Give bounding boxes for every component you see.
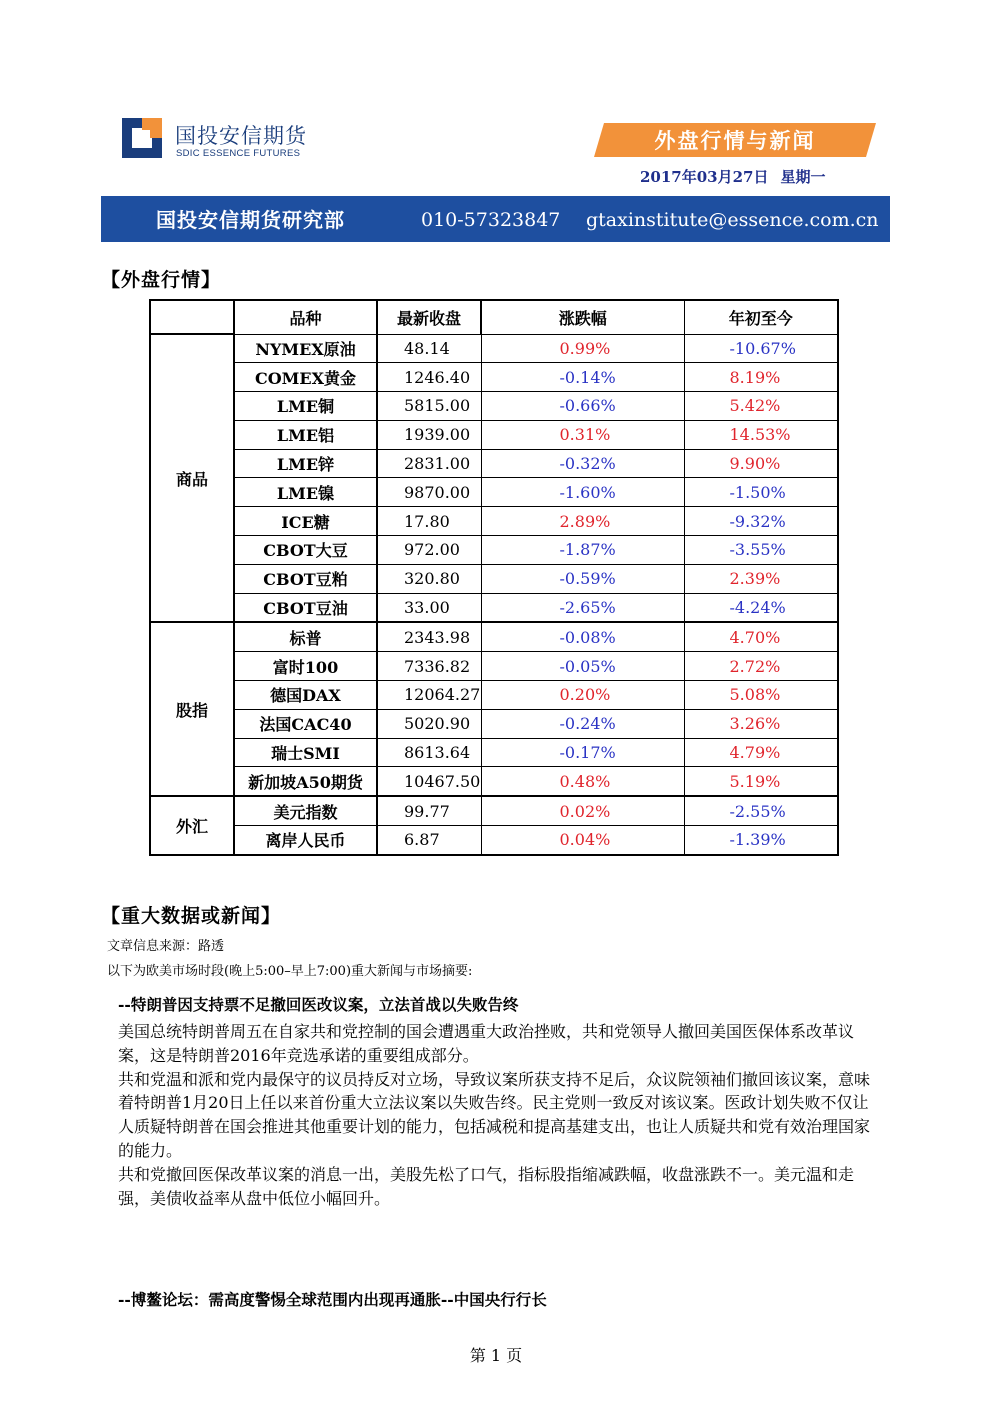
change-value: -0.14% — [481, 363, 684, 392]
table-row — [150, 593, 838, 622]
news-section-title: 【重大数据或新闻】 — [101, 905, 282, 927]
change-value: -0.66% — [481, 392, 684, 421]
change-value: 0.99% — [481, 334, 684, 363]
news-paragraph: 共和党撤回医保改革议案的消息一出，美股先松了口气，指标股指缩减跌幅，收盘涨跌不一。美元温和走强，美债收益率从盘中低位小幅回升。 — [118, 1164, 855, 1208]
ytd-value: 9.90% — [684, 449, 838, 478]
change-value: 0.31% — [481, 420, 684, 449]
news-paragraph: 美国总统特朗普周五在自家共和党控制的国会遭遇重大政治挫败，共和党领导人撤回美国医保体系改革议案，这是特朗普2016年竞选承诺的重要组成部分。 — [118, 1022, 855, 1065]
close-value: 99.77 — [377, 796, 481, 825]
product-name: LME锌 — [234, 449, 377, 478]
table-row — [150, 478, 838, 507]
market-table — [149, 299, 839, 856]
product-name: LME镍 — [234, 478, 377, 507]
report-date: 2017年03月27日 — [640, 168, 769, 186]
ytd-value: -1.39% — [684, 826, 838, 855]
table-row — [150, 449, 838, 478]
logo-text-en: SDIC ESSENCE FUTURES — [176, 148, 301, 159]
table-row — [150, 681, 838, 710]
header-close: 最新收盘 — [377, 300, 481, 334]
close-value: 17.80 — [377, 507, 481, 536]
close-value: 2343.98 — [377, 622, 481, 651]
ytd-value: 4.70% — [684, 622, 838, 651]
change-value: -1.87% — [481, 536, 684, 565]
change-value: -0.17% — [481, 738, 684, 767]
phone-number: 010-57323847 — [421, 209, 561, 231]
table-row — [150, 738, 838, 767]
logo-text-cn: 国投安信期货 — [175, 124, 307, 148]
table-row — [150, 767, 838, 796]
close-value: 33.00 — [377, 593, 481, 622]
product-name: 德国DAX — [234, 681, 377, 710]
ytd-value: -9.32% — [684, 507, 838, 536]
change-value: 0.20% — [481, 681, 684, 710]
ytd-value: 5.42% — [684, 392, 838, 421]
page-number: 第 1 页 — [469, 1346, 523, 1365]
close-value: 9870.00 — [377, 478, 481, 507]
product-name: 美元指数 — [234, 796, 377, 825]
product-name: NYMEX原油 — [234, 334, 377, 363]
table-row — [150, 622, 838, 651]
news-paragraph: 共和党温和派和党内最保守的议员持反对立场，导致议案所获支持不足后，众议院领袖们撤回该议案，意味着特朗普1月20日上任以来首份重大立法议案以失败告终。民主党则一致反对该议案。医政计划失败不仅让人质疑特朗普在国会推进其他重要计划的能力，包括减税和提高基建支出，也让人质疑共和党有效治理国家的能力。 — [118, 1069, 871, 1160]
close-value: 1939.00 — [377, 420, 481, 449]
close-value: 972.00 — [377, 536, 481, 565]
table-row — [150, 652, 838, 681]
header-product: 品种 — [234, 300, 377, 334]
ytd-value: 5.19% — [684, 767, 838, 796]
ytd-value: 2.72% — [684, 652, 838, 681]
close-value: 7336.82 — [377, 652, 481, 681]
header-ytd: 年初至今 — [684, 300, 838, 334]
close-value: 10467.50 — [377, 767, 481, 796]
change-value: -1.60% — [481, 478, 684, 507]
group-label: 外汇 — [150, 796, 234, 855]
change-value: -0.32% — [481, 449, 684, 478]
table-row — [150, 363, 838, 392]
department-name: 国投安信期货研究部 — [156, 208, 345, 232]
report-date-line — [640, 166, 826, 187]
close-value: 1246.40 — [377, 363, 481, 392]
close-value: 48.14 — [377, 334, 481, 363]
market-table-body — [150, 334, 838, 855]
close-value: 12064.27 — [377, 681, 481, 710]
change-value: -2.65% — [481, 593, 684, 622]
ytd-value: -2.55% — [684, 796, 838, 825]
header-change: 涨跌幅 — [481, 300, 684, 334]
group-label: 股指 — [150, 622, 234, 796]
ytd-value: -10.67% — [684, 334, 838, 363]
table-row — [150, 392, 838, 421]
ytd-value: -1.50% — [684, 478, 838, 507]
company-logo — [122, 118, 322, 162]
product-name: 新加坡A50期货 — [234, 767, 377, 796]
close-value: 2831.00 — [377, 449, 481, 478]
change-value: 0.02% — [481, 796, 684, 825]
product-name: CBOT大豆 — [234, 536, 377, 565]
report-banner — [594, 123, 876, 157]
table-row — [150, 796, 838, 825]
header-group-cell — [150, 300, 234, 334]
product-name: COMEX黄金 — [234, 363, 377, 392]
news-intro: 以下为欧美市场时段(晚上5:00–早上7:00)重大新闻与市场摘要: — [107, 964, 473, 979]
ytd-value: -4.24% — [684, 593, 838, 622]
change-value: -0.08% — [481, 622, 684, 651]
product-name: 瑞士SMI — [234, 738, 377, 767]
product-name: ICE糖 — [234, 507, 377, 536]
product-name: 标普 — [234, 622, 377, 651]
product-name: LME铜 — [234, 392, 377, 421]
product-name: 法国CAC40 — [234, 709, 377, 738]
table-header-row — [150, 300, 838, 334]
ytd-value: -3.55% — [684, 536, 838, 565]
email-address: gtaxinstitute@essence.com.cn — [586, 209, 879, 231]
ytd-value: 14.53% — [684, 420, 838, 449]
report-weekday: 星期一 — [780, 168, 826, 186]
close-value: 5020.90 — [377, 709, 481, 738]
market-section-title: 【外盘行情】 — [101, 269, 222, 291]
news-item-1-headline: --特朗普因支持票不足撤回医改议案，立法首战以失败告终 — [118, 995, 519, 1014]
change-value: -0.05% — [481, 652, 684, 681]
ytd-value: 2.39% — [684, 564, 838, 593]
product-name: CBOT豆油 — [234, 593, 377, 622]
news-source: 文章信息来源：路透 — [107, 939, 225, 954]
news-item-1-body — [118, 1020, 880, 1210]
close-value: 8613.64 — [377, 738, 481, 767]
close-value: 320.80 — [377, 564, 481, 593]
contact-bar — [101, 196, 890, 242]
change-value: -0.59% — [481, 564, 684, 593]
ytd-value: 4.79% — [684, 738, 838, 767]
table-row — [150, 507, 838, 536]
close-value: 6.87 — [377, 826, 481, 855]
ytd-value: 8.19% — [684, 363, 838, 392]
news-item-2-headline: --博鳌论坛：需高度警惕全球范围内出现再通胀--中国央行行长 — [118, 1290, 547, 1309]
product-name: LME铝 — [234, 420, 377, 449]
banner-title: 外盘行情与新闻 — [654, 128, 816, 153]
close-value: 5815.00 — [377, 392, 481, 421]
table-row — [150, 564, 838, 593]
table-row — [150, 826, 838, 855]
change-value: -0.24% — [481, 709, 684, 738]
table-row — [150, 536, 838, 565]
change-value: 2.89% — [481, 507, 684, 536]
change-value: 0.04% — [481, 826, 684, 855]
table-row — [150, 334, 838, 363]
ytd-value: 3.26% — [684, 709, 838, 738]
table-row — [150, 709, 838, 738]
logo-mark-icon — [122, 118, 162, 158]
product-name: CBOT豆粕 — [234, 564, 377, 593]
table-row — [150, 420, 838, 449]
change-value: 0.48% — [481, 767, 684, 796]
product-name: 离岸人民币 — [234, 826, 377, 855]
ytd-value: 5.08% — [684, 681, 838, 710]
product-name: 富时100 — [234, 652, 377, 681]
group-label: 商品 — [150, 334, 234, 622]
